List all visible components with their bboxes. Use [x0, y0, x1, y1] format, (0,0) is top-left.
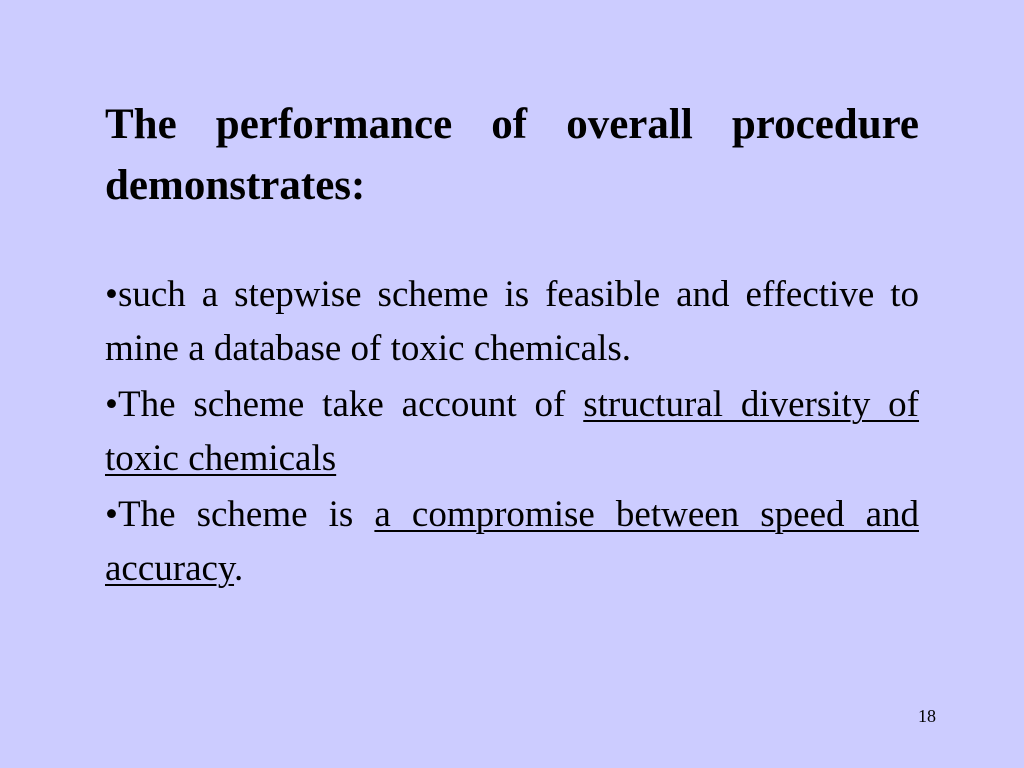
page-number: 18: [918, 706, 936, 726]
bullet-marker: •: [105, 274, 118, 315]
bullet-marker: •: [105, 384, 118, 425]
bullet-text: such a stepwise scheme is feasible and effective to mine a database of toxic chemicals.: [105, 274, 919, 369]
slide-heading: The performance of overall procedure demonstrates:: [105, 101, 919, 209]
slide-content: [105, 94, 919, 598]
bullet-item-diversity: [105, 378, 919, 486]
bullet-text: The scheme take account of: [117, 384, 584, 425]
bullet-suffix: .: [234, 548, 244, 589]
bullet-item-feasible: [105, 268, 919, 376]
bullet-text: The scheme is: [117, 494, 375, 535]
underlined-phrase: a compromise between speed and accuracy: [105, 494, 919, 589]
bullet-marker: •: [105, 494, 118, 535]
bullet-item-compromise: [105, 488, 919, 596]
underlined-phrase: structural diversity of toxic chemicals: [105, 384, 920, 479]
bullet-list: [105, 268, 919, 596]
